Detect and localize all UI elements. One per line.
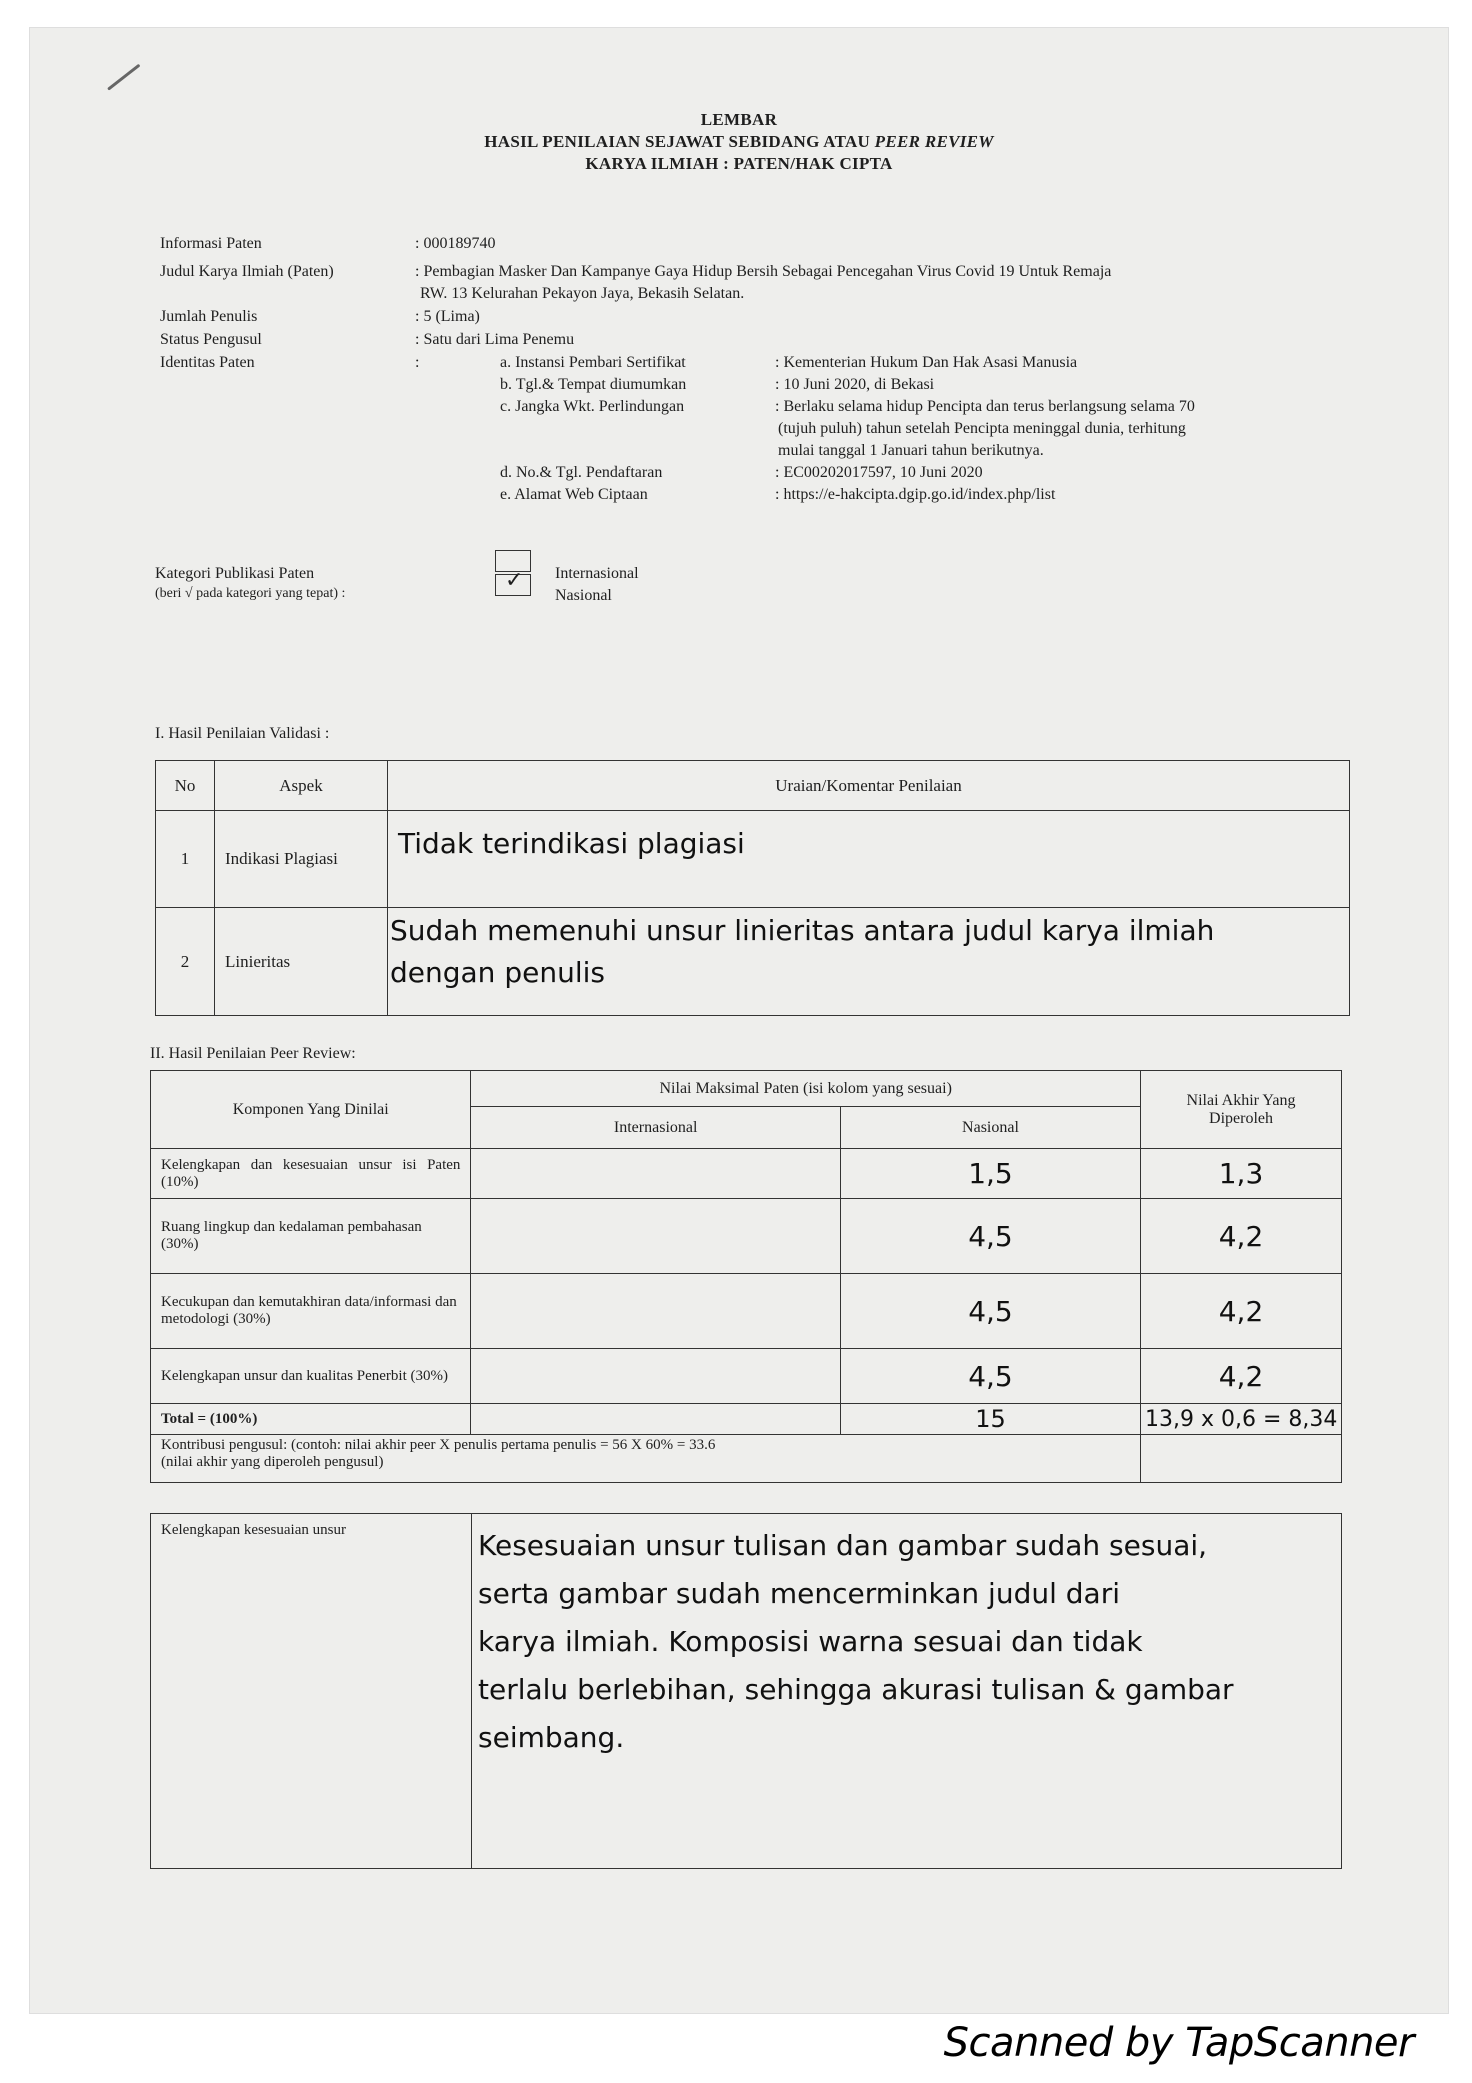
col-komponen: Komponen Yang Dinilai [151, 1071, 471, 1149]
table-row [151, 1149, 1342, 1199]
comment-line: Sudah memenuhi unsur linieritas antara judul karya ilmiah [390, 914, 1215, 947]
kontribusi-cell [151, 1435, 1141, 1483]
kelengkapan-comment [472, 1514, 1342, 1869]
comment-line: Kesesuaian unsur tulisan dan gambar sudah sesuai, [478, 1529, 1208, 1562]
col-no: No [156, 761, 215, 811]
kontribusi-line2: (nilai akhir yang diperoleh pengusul) [161, 1454, 384, 1470]
kontribusi-line1: Kontribusi pengusul: (contoh: nilai akhir peer X penulis pertama penulis = 56 X 60% = 33.6 [161, 1437, 716, 1453]
table-row [156, 811, 1350, 908]
col-nilai-akhir-line2: Diperoleh [1209, 1109, 1273, 1127]
total-akhir: 13,9 x 0,6 = 8,34 [1141, 1404, 1342, 1435]
kontribusi-row [151, 1435, 1342, 1483]
nasional-cell: 4,5 [840, 1274, 1140, 1349]
identitas-b-value: : 10 Juni 2020, di Bekasi [775, 376, 935, 393]
akhir-cell: 1,3 [1141, 1149, 1342, 1199]
section1-title: I. Hasil Penilaian Validasi : [155, 725, 330, 742]
identitas-e-value: : https://e-hakcipta.dgip.go.id/index.php/list [775, 486, 1056, 503]
comment-line: terlalu berlebihan, sehingga akurasi tulisan & gambar [478, 1673, 1234, 1706]
identitas-c-value-3: mulai tanggal 1 Januari tahun berikutnya. [778, 442, 1044, 459]
internasional-cell [471, 1349, 841, 1404]
internasional-cell [471, 1149, 841, 1199]
table-header-row [151, 1071, 1342, 1107]
informasi-value: : 000189740 [415, 235, 496, 252]
pen-mark [107, 64, 140, 91]
row-comment [388, 811, 1350, 908]
komponen-cell: Kelengkapan dan kesesuaian unsur isi Paten (10%) [151, 1149, 471, 1199]
option-internasional-label: Internasional [555, 565, 639, 582]
col-nilai-akhir [1141, 1071, 1342, 1149]
scanner-watermark: Scanned by TapScanner [943, 2020, 1414, 2066]
status-value: : Satu dari Lima Penemu [415, 331, 575, 348]
internasional-cell [471, 1404, 841, 1435]
status-label: Status Pengusul [160, 331, 262, 348]
col-nilai-maksimal: Nilai Maksimal Paten (isi kolom yang sesuai) [471, 1071, 1141, 1107]
comment-line: dengan penulis [390, 956, 605, 989]
col-internasional: Internasional [471, 1107, 841, 1149]
nasional-cell: 4,5 [840, 1199, 1140, 1274]
table-row [151, 1514, 1342, 1869]
jumlah-value: : 5 (Lima) [415, 308, 480, 325]
col-nilai-akhir-line1: Nilai Akhir Yang [1186, 1091, 1296, 1109]
validasi-table [155, 760, 1350, 1016]
judul-label: Judul Karya Ilmiah (Paten) [160, 263, 334, 280]
kategori-hint: (beri √ pada kategori yang tepat) : [155, 586, 346, 601]
identitas-label: Identitas Paten [160, 354, 255, 371]
identitas-b-label: b. Tgl.& Tempat diumumkan [500, 376, 687, 393]
table-row [156, 908, 1350, 1016]
comment-line: karya ilmiah. Komposisi warna sesuai dan tidak [478, 1625, 1143, 1658]
total-label: Total = (100%) [151, 1404, 471, 1435]
judul-value-2: RW. 13 Kelurahan Pekayon Jaya, Bekasih Selatan. [420, 285, 745, 302]
komponen-cell: Ruang lingkup dan kedalaman pembahasan (30%) [151, 1199, 471, 1274]
col-uraian: Uraian/Komentar Penilaian [388, 761, 1350, 811]
check-mark-icon: ✓ [505, 568, 524, 593]
identitas-colon: : [415, 354, 420, 371]
title-line2-text: HASIL PENILAIAN SEJAWAT SEBIDANG ATAU [484, 132, 875, 151]
akhir-cell: 4,2 [1141, 1274, 1342, 1349]
doc-title-line1: LEMBAR [700, 110, 778, 129]
identitas-c-value-2: (tujuh puluh) tahun setelah Pencipta meninggal dunia, terhitung [778, 420, 1186, 437]
col-aspek: Aspek [215, 761, 388, 811]
kelengkapan-table [150, 1513, 1342, 1869]
doc-title-line3: KARYA ILMIAH : PATEN/HAK CIPTA [585, 154, 893, 173]
col-nasional: Nasional [840, 1107, 1140, 1149]
identitas-c-label: c. Jangka Wkt. Perlindungan [500, 398, 685, 415]
jumlah-label: Jumlah Penulis [160, 308, 258, 325]
nasional-cell: 1,5 [840, 1149, 1140, 1199]
nasional-cell: 4,5 [840, 1349, 1140, 1404]
comment-line: serta gambar sudah mencerminkan judul dari [478, 1577, 1120, 1610]
comment-line: seimbang. [478, 1721, 625, 1754]
akhir-cell: 4,2 [1141, 1199, 1342, 1274]
row-comment [388, 908, 1350, 1016]
option-nasional-label: Nasional [555, 587, 612, 604]
komponen-cell: Kelengkapan unsur dan kualitas Penerbit (30%) [151, 1349, 471, 1404]
kelengkapan-label: Kelengkapan kesesuaian unsur [151, 1514, 472, 1869]
komponen-cell: Kecukupan dan kemutakhiran data/informasi dan metodologi (30%) [151, 1274, 471, 1349]
total-nasional: 15 [840, 1404, 1140, 1435]
akhir-cell: 4,2 [1141, 1349, 1342, 1404]
peer-review-table [150, 1070, 1342, 1483]
comment-line: Tidak terindikasi plagiasi [398, 827, 745, 860]
internasional-cell [471, 1199, 841, 1274]
table-row [151, 1199, 1342, 1274]
row-no: 2 [156, 908, 215, 1016]
identitas-a-value: : Kementerian Hukum Dan Hak Asasi Manusia [775, 354, 1078, 371]
table-header-row [156, 761, 1350, 811]
section2-title: II. Hasil Penilaian Peer Review: [150, 1045, 356, 1062]
identitas-d-label: d. No.& Tgl. Pendaftaran [500, 464, 663, 481]
checkbox-nasional[interactable] [495, 568, 531, 596]
identitas-e-label: e. Alamat Web Ciptaan [500, 486, 648, 503]
identitas-d-value: : EC00202017597, 10 Juni 2020 [775, 464, 983, 481]
kategori-label: Kategori Publikasi Paten [155, 565, 315, 582]
row-aspek: Indikasi Plagiasi [215, 811, 388, 908]
row-aspek: Linieritas [215, 908, 388, 1016]
internasional-cell [471, 1274, 841, 1349]
table-row [151, 1274, 1342, 1349]
kontribusi-value-cell [1141, 1435, 1342, 1483]
table-row [151, 1349, 1342, 1404]
identitas-a-label: a. Instansi Pembari Sertifikat [500, 354, 686, 371]
row-no: 1 [156, 811, 215, 908]
total-row [151, 1404, 1342, 1435]
title-line2-italic: PEER REVIEW [874, 132, 994, 151]
doc-title-line2 [30, 132, 1448, 152]
judul-value-1: : Pembagian Masker Dan Kampanye Gaya Hidup Bersih Sebagai Pencegahan Virus Covid 19 Untuk Remaja [415, 263, 1112, 280]
informasi-label: Informasi Paten [160, 235, 262, 252]
identitas-c-value-1: : Berlaku selama hidup Pencipta dan terus berlangsung selama 70 [775, 398, 1195, 415]
